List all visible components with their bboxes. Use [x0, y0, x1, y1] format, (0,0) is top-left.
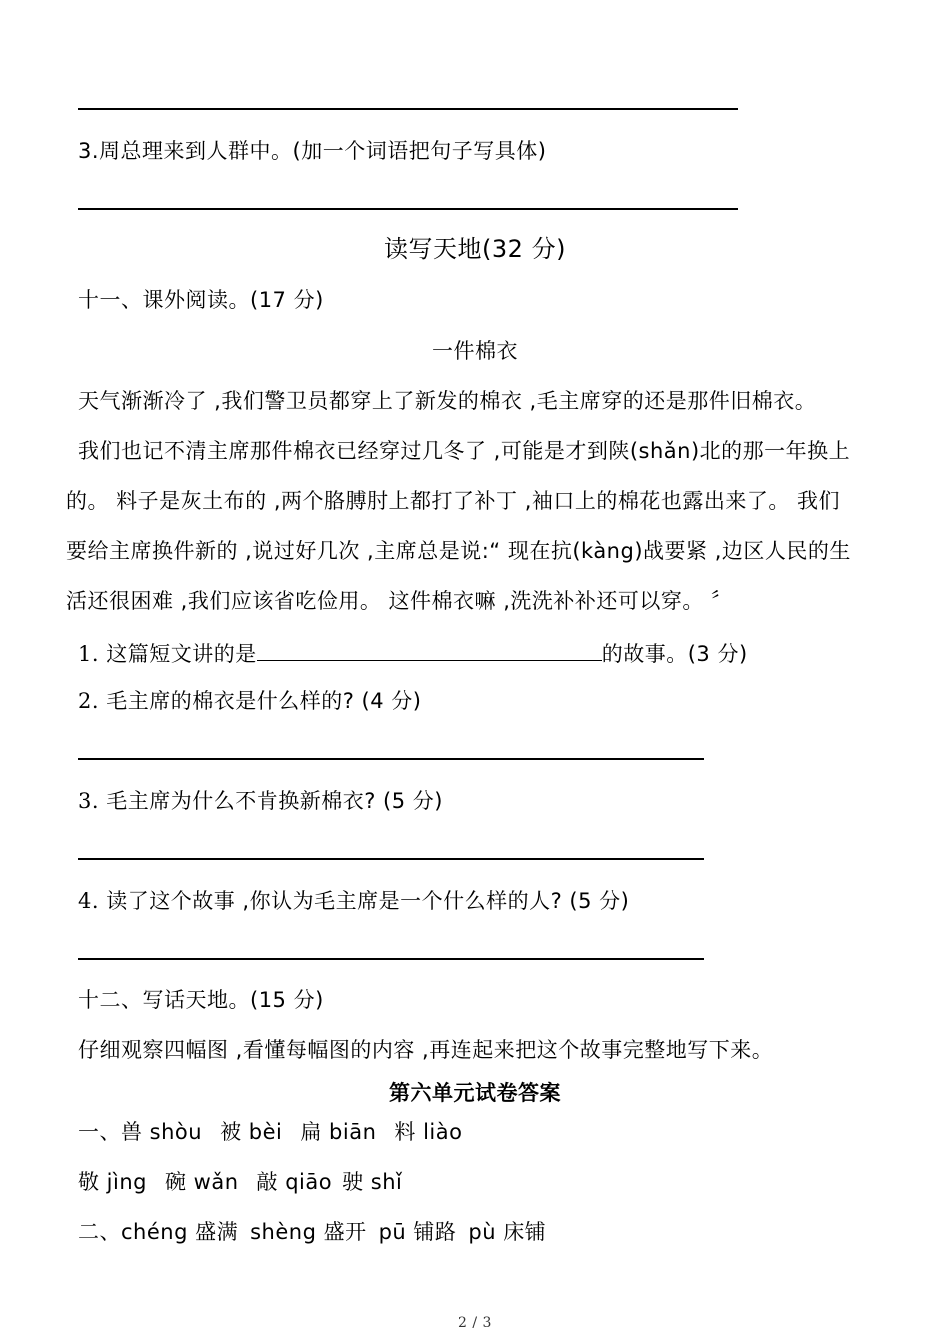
- answer-item: 被 bèi: [220, 1120, 283, 1144]
- question-text: 毛主席为什么不肯换新棉衣? (5 分): [106, 789, 443, 813]
- answers-title: 第六单元试卷答案: [389, 1081, 561, 1105]
- answer-row-2: [78, 1167, 402, 1197]
- reading-question-3: [78, 786, 443, 816]
- answer-line-q4[interactable]: [78, 958, 704, 960]
- answer-row-1: [78, 1117, 462, 1147]
- answer-line-q3[interactable]: [78, 858, 704, 860]
- answer-item: 扁 biān: [300, 1120, 377, 1144]
- answer-item: pù 床铺: [468, 1220, 547, 1244]
- answer-item: 敬 jìng: [78, 1170, 147, 1194]
- reading-question-1: [78, 636, 748, 669]
- answer-row-3: [78, 1217, 546, 1247]
- story-title: 一件棉衣: [432, 339, 518, 363]
- reading-question-2: [78, 686, 421, 716]
- question-3-prompt: 3.周总理来到人群中。(加一个词语把句子写具体): [78, 139, 547, 163]
- answer-item: 敲 qiāo: [256, 1170, 333, 1194]
- answer-item: chéng 盛满: [121, 1220, 239, 1244]
- section-12-heading: 十二、写话天地。(15 分): [78, 988, 324, 1012]
- answer-prefix: 二、: [78, 1220, 121, 1244]
- section-11-heading: 十一、课外阅读。(17 分): [78, 288, 324, 312]
- answer-item: 料 liào: [394, 1120, 463, 1144]
- question-text: 毛主席的棉衣是什么样的? (4 分): [106, 689, 422, 713]
- answer-line-q2[interactable]: [78, 758, 704, 760]
- page-number: 2 / 3: [458, 1315, 492, 1331]
- question-text: 这篇短文讲的是: [106, 642, 257, 666]
- answer-item: shèng 盛开: [250, 1220, 367, 1244]
- reading-question-4: [78, 886, 629, 916]
- question-text-end: 的故事。(3 分): [601, 642, 748, 666]
- answer-prefix: 一、: [78, 1120, 121, 1144]
- question-number: 2.: [78, 689, 100, 713]
- story-paragraph-2-line-2: 的。 料子是灰土布的 ,两个胳膊肘上都打了补丁 ,袖口上的棉花也露出来了。 我们: [66, 489, 841, 513]
- section-title: 读写天地(32 分): [384, 235, 566, 263]
- question-text: 读了这个故事 ,你认为毛主席是一个什么样的人? (5 分): [106, 889, 630, 913]
- question-number: 4.: [78, 889, 100, 913]
- section-12-instruction: 仔细观察四幅图 ,看懂每幅图的内容 ,再连起来把这个故事完整地写下来。: [78, 1038, 774, 1062]
- answer-item: 兽 shòu: [121, 1120, 203, 1144]
- answer-line-2: [78, 208, 738, 210]
- answer-item: pū 铺路: [378, 1220, 457, 1244]
- story-paragraph-2-line-1: 我们也记不清主席那件棉衣已经穿过几冬了 ,可能是才到陕(shǎn)北的那一年换上: [78, 439, 851, 463]
- answer-line-1: [78, 108, 738, 110]
- fill-in-blank[interactable]: [257, 636, 602, 661]
- question-number: 3.: [78, 789, 100, 813]
- answer-item: 驶 shǐ: [342, 1170, 403, 1194]
- story-paragraph-2-line-3: 要给主席换件新的 ,说过好几次 ,主席总是说:“ 现在抗(kàng)战要紧 ,边区人民的生: [66, 539, 851, 563]
- story-paragraph-1: 天气渐渐冷了 ,我们警卫员都穿上了新发的棉衣 ,毛主席穿的还是那件旧棉衣。: [78, 389, 817, 413]
- answer-item: 碗 wǎn: [164, 1170, 239, 1194]
- story-paragraph-2-line-4: 活还很困难 ,我们应该省吃俭用。 这件棉衣嘛 ,洗洗补补还可以穿。 〞: [66, 589, 733, 613]
- question-number: 1.: [78, 642, 100, 666]
